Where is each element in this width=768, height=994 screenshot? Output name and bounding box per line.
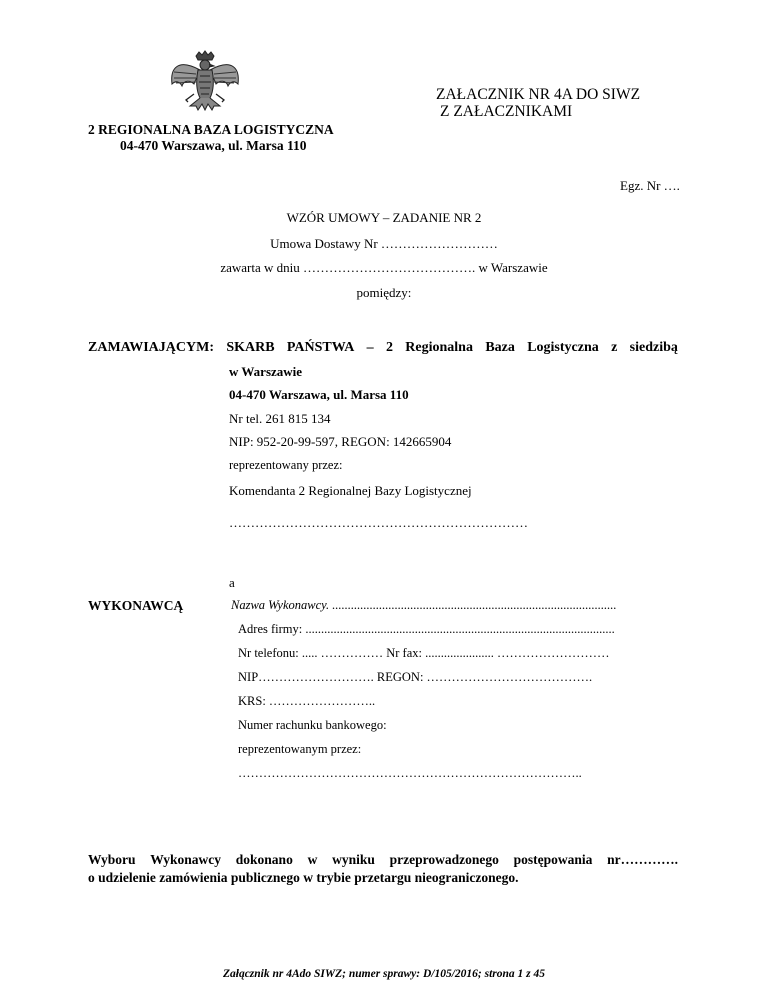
header-word: PAŃSTWA	[286, 340, 355, 355]
attachment-title-line2: Z ZAŁACZNIKAMI	[440, 103, 573, 120]
organization-name: 2 REGIONALNA BAZA LOGISTYCZNA	[88, 122, 334, 137]
copy-number: Egz. Nr ….	[620, 178, 680, 193]
selection-word: postępowania	[513, 852, 593, 867]
header-word: z	[611, 340, 618, 355]
attachment-title-line1: ZAŁACZNIK NR 4A DO SIWZ	[436, 86, 641, 103]
ordering-party-nip-regon: NIP: 952-20-99-597, REGON: 142665904	[229, 434, 452, 449]
concluded-line: zawarta w dniu …………………………………. w Warszawie	[220, 260, 548, 275]
ordering-party-city: w Warszawie	[229, 364, 303, 379]
selection-word: przeprowadzonego	[389, 852, 499, 867]
eagle-emblem-icon	[168, 50, 242, 112]
header-word: siedzibą	[629, 340, 678, 355]
contractor-phone-fax-field: Nr telefonu: ..... …………… Nr fax: ...................... ………………………	[238, 646, 610, 660]
contractor-represented-label: reprezentowanym przez:	[238, 742, 362, 756]
contractor-signature-dots: ………………………………………………………………………..	[238, 766, 582, 780]
header-word: –	[366, 340, 374, 355]
selection-word: wyniku	[332, 852, 375, 867]
ordering-party-represented-label: reprezentowany przez:	[229, 458, 343, 472]
ordering-party-header	[88, 340, 678, 356]
ordering-party-label: ZAMAWIAJĄCYM:	[88, 340, 214, 355]
selection-line2: o udzielenie zamówienia publicznego w trybie przetargu nieograniczonego.	[88, 870, 519, 885]
contractor-bank-account-label: Numer rachunku bankowego:	[238, 718, 387, 732]
header-word: SKARB	[226, 340, 275, 355]
selection-word: Wyboru	[88, 852, 136, 867]
contractor-address-field: Adres firmy: ...................................................................................................	[238, 622, 615, 636]
organization-address: 04-470 Warszawa, ul. Marsa 110	[120, 138, 307, 153]
between-label: pomiędzy:	[356, 285, 412, 300]
ordering-party-signature-dots: ……………………………………………………………	[229, 515, 528, 530]
document-title: WZÓR UMOWY – ZADANIE NR 2	[286, 210, 482, 225]
header-word: 2	[385, 340, 393, 355]
contract-number-line: Umowa Dostawy Nr ………………………	[270, 236, 498, 251]
contractor-name-field: Nazwa Wykonawcy. ...........................................................................................	[231, 598, 617, 612]
header-word: Regionalna	[405, 340, 473, 355]
contractor-krs-field: KRS: ……………………..	[238, 694, 376, 708]
selection-word: dokonano	[235, 852, 293, 867]
header-word: Logistyczna	[527, 340, 599, 355]
contractor-label: WYKONAWCĄ	[88, 598, 184, 613]
contractor-nip-regon-field: NIP………………………. REGON: ………………………………….	[238, 670, 593, 684]
ordering-party-address: 04-470 Warszawa, ul. Marsa 110	[229, 387, 409, 402]
selection-word: w	[307, 852, 318, 867]
and-label: a	[229, 575, 235, 590]
page-footer: Załącznik nr 4Ado SIWZ; numer sprawy: D/105/2016; strona 1 z 45	[222, 968, 546, 980]
selection-line1	[88, 852, 678, 868]
selection-word: nr………….	[607, 852, 678, 867]
ordering-party-representative: Komendanta 2 Regionalnej Bazy Logistycznej	[229, 483, 472, 498]
ordering-party-phone: Nr tel. 261 815 134	[229, 411, 331, 426]
selection-word: Wykonawcy	[150, 852, 222, 867]
header-word: Baza	[485, 340, 515, 355]
